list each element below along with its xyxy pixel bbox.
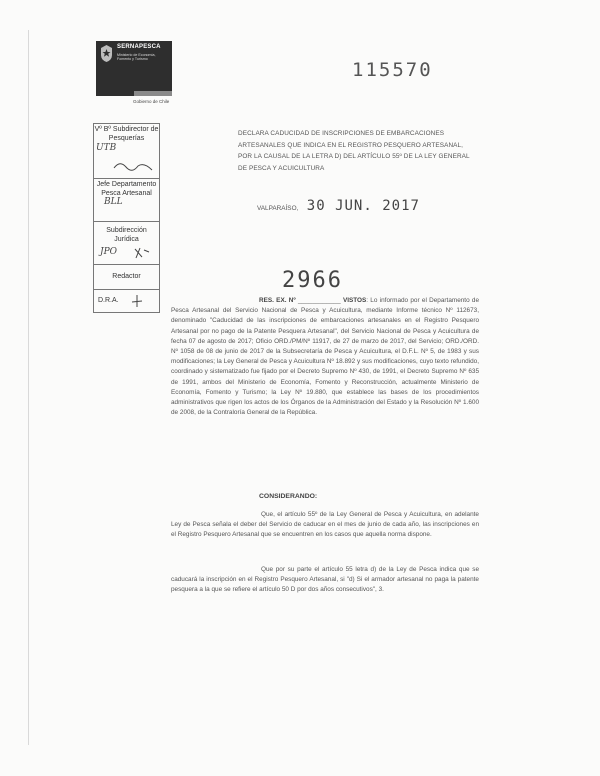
res-prefix: RES. EX. Nº <box>259 297 296 304</box>
approval-role: Subdirección Jurídica <box>106 227 147 243</box>
vistos-text: : Lo informado por el Departamento de Pesca Artesanal del Servicio Nacional de Pesca y Acuicultura, mediante Informe técnico Nº 112673, denominado "Caducidad de las inscripciones de embarcaciones artesanales en el Registro Pesquero Artesanal por no pago de la Patente Pesquera Artesanal", del Servicio Nacional de Pesca y Acuicultura de fecha 07 de agosto de 2017; Oficio ORD./PM/Nº 11917, de 27 de marzo de 2017, del Servicio; ORD./ORD. Nº 1058 de 08 de junio de 2017 de la Subsecretaría de Pesca y Acuicultura, el D.F.L. Nº 5, de 1983 y sus modificaciones; la Ley General de Pesca y Acuicultura Nº 18.892 y sus modificaciones, cuyo texto refundido, coordinado y sistematizado fue fijado por el Decreto Supremo Nº 430, de 1991, el Decreto Supremo Nº 635 de 1991, ambos del Ministerio de Economía, Fomento y Reconstrucción, actualmente Ministerio de Economía, Fomento y Turismo; la Ley Nº 19.880, que establece las bases de los procedimientos administrativos que rigen los actos de los Órganos de la Administración del Estado y la Resolución Nº 1.600 de 2008, de la Contraloría General de la República. <box>171 297 480 417</box>
res-blank: ____________ <box>298 297 341 304</box>
document-title: DECLARA CADUCIDAD DE INSCRIPCIONES DE EMBARCACIONES ARTESANALES QUE INDICA EN EL REGISTRO PESQUERO ARTESANAL, POR LA CAUSAL DE LA LETRA D) DEL ARTÍCULO 55º DE LA LEY GENERAL DE PESCA Y ACUICULTURA <box>238 130 470 172</box>
logo-block <box>96 41 172 91</box>
considerando-paragraph-1 <box>171 510 479 541</box>
page-edge <box>28 30 29 745</box>
considerando-text-2: Que por su parte el artículo 55 letra d) de la Ley de Pesca indica que se caducará la inscripción en el Registro Pesquero Artesanal, si "d) Si el armador artesanal no paga la patente pesquera a la que se refiere el artículo 50 D por dos años consecutivos", 3. <box>171 566 479 594</box>
approval-row <box>94 290 159 311</box>
folio-number: 115570 <box>352 59 433 81</box>
approval-initials: JPO <box>100 247 118 257</box>
approval-role: D.R.A. <box>98 297 119 304</box>
vistos-paragraph <box>171 296 479 418</box>
approval-role: Jefe Departamento Pesca Artesanal <box>96 181 157 197</box>
logo-government: Gobierno de Chile <box>133 99 170 104</box>
approval-row <box>94 179 159 222</box>
considerando-text-1: Que, el artículo 55º de la Ley General de Pesca y Acuicultura, en adelante Ley de Pesca señala el deber del Servicio de caducar en el mes de junio de cada año, las inscripciones en el Registro Pesquero Artesanal que se encuentren en los casos que aquella norma dispone. <box>171 511 479 539</box>
approval-role: Redactor <box>112 273 141 280</box>
considerando-heading: CONSIDERANDO: <box>259 493 318 500</box>
logo-subtitle: Ministerio de Economía, Fomento y Turismo <box>117 53 156 62</box>
signature-mark <box>130 294 144 308</box>
place-date <box>257 197 420 215</box>
approval-row <box>94 222 159 265</box>
approval-role: Vº Bº Subdirector de Pesquerías <box>94 126 159 142</box>
signature-mark <box>132 246 152 260</box>
approval-initials: BLL <box>104 197 123 207</box>
vistos-label: VISTOS <box>342 297 367 304</box>
coat-of-arms-icon <box>99 44 114 63</box>
approval-row <box>94 265 159 290</box>
place: VALPARAÍSO, <box>257 205 299 212</box>
approval-table <box>93 123 160 313</box>
sernapesca-logo <box>96 41 172 111</box>
resolution-number: 2966 <box>282 268 343 293</box>
date-stamp: 30 JUN. 2017 <box>306 198 420 214</box>
logo-name: SERNAPESCA <box>117 44 161 50</box>
considerando-paragraph-2 <box>171 565 479 596</box>
approval-initials: UTB <box>96 143 117 153</box>
signature-mark <box>112 158 156 176</box>
approval-row <box>94 124 159 179</box>
logo-flag-bar <box>96 91 172 96</box>
